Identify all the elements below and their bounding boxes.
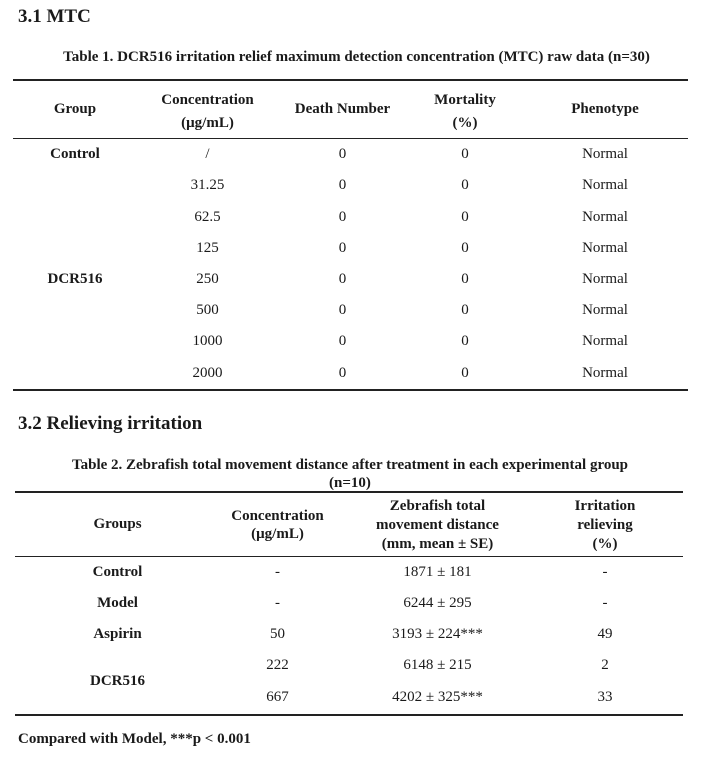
table-1-cell: 0 — [338, 271, 347, 287]
table-1-cell: 0 — [338, 209, 347, 225]
table-1-cell: 0 — [461, 146, 469, 162]
table-1-header-group: Group — [53, 101, 97, 117]
table-1-cell: 0 — [338, 177, 347, 193]
table-1-cell: 0 — [338, 365, 347, 381]
table-1-cell: 0 — [338, 302, 347, 318]
table-2-cell: 4202 ± 325*** — [392, 689, 483, 705]
table-1-cell: 250 — [196, 271, 219, 287]
table-1-cell: 62.5 — [194, 209, 221, 225]
table-2-header-concentration: Concentration (μg/mL) — [231, 508, 324, 542]
table-1-cell: Normal — [582, 146, 628, 162]
table-1-cell: 125 — [196, 240, 219, 256]
table-2-caption: Table 2. Zebrafish total movement distance after treatment in each experimental group (n=10) — [71, 457, 629, 491]
table-2-cell: - — [275, 564, 280, 580]
table-1-top-rule — [13, 79, 688, 81]
table-2-cell: 1871 ± 181 — [403, 564, 472, 580]
table-1-bottom-rule — [13, 389, 688, 391]
table-1-cell: 0 — [461, 240, 469, 256]
table-1-cell: Normal — [582, 333, 628, 349]
table-2-group-dcr516: DCR516 — [90, 673, 145, 689]
table-2-header-distance: Zebrafish total movement distance (mm, mean ± SE) — [376, 498, 499, 552]
table-2-group-model: Model — [97, 595, 138, 611]
table-2-top-rule — [15, 491, 683, 493]
table-1-cell: Normal — [582, 209, 628, 225]
table-2-cell: 6244 ± 295 — [403, 595, 472, 611]
table-2-cell: - — [275, 595, 280, 611]
table-2-cell: 667 — [266, 689, 289, 705]
table-1-cell: 500 — [196, 302, 219, 318]
table-2-cell: 49 — [597, 626, 613, 642]
table-1-header-phenotype: Phenotype — [571, 101, 639, 117]
table-1-group-dcr516: DCR516 — [47, 271, 103, 287]
table-2-header-irritation-relieving: Irritation relieving (%) — [574, 498, 636, 552]
table-1-cell: Normal — [582, 302, 628, 318]
table-1-caption: Table 1. DCR516 irritation relief maximum detection concentration (MTC) raw data (n=30) — [63, 49, 650, 65]
table-2-cell: 6148 ± 215 — [403, 657, 472, 673]
table-1-cell: 31.25 — [190, 177, 225, 193]
table-2-header-rule — [15, 556, 683, 557]
table-1-cell: 2000 — [192, 365, 223, 381]
table-1-cell: 0 — [461, 333, 469, 349]
table-1-cell: / — [205, 146, 210, 162]
table-1-header-rule — [13, 138, 688, 139]
table-1-cell: 0 — [338, 333, 347, 349]
table-2-cell: 33 — [597, 689, 613, 705]
table-2-cell: 2 — [601, 657, 609, 673]
table-1-cell: Normal — [582, 240, 628, 256]
table-1-cell: 0 — [461, 177, 469, 193]
table-1-cell: 0 — [461, 271, 469, 287]
table-1-cell: 0 — [461, 365, 469, 381]
table-1-header-death-number: Death Number — [294, 101, 391, 117]
table-2-header-groups: Groups — [93, 516, 142, 532]
table-2-cell: - — [602, 564, 608, 580]
table-1-cell: Normal — [582, 271, 628, 287]
table-1-cell: Normal — [582, 365, 628, 381]
table-1-cell: 0 — [338, 240, 347, 256]
table-1-cell: 1000 — [192, 333, 223, 349]
table-2-footnote: Compared with Model, ***p < 0.001 — [18, 731, 251, 747]
table-1-group-control: Control — [50, 146, 100, 162]
table-2-cell: 50 — [270, 626, 285, 642]
table-1-cell: 0 — [461, 209, 469, 225]
table-1-header-mortality: Mortality (%) — [434, 92, 496, 131]
table-2-cell: 3193 ± 224*** — [392, 626, 483, 642]
table-2-cell: 222 — [266, 657, 289, 673]
table-2-bottom-rule — [15, 714, 683, 716]
table-2-cell: - — [602, 595, 608, 611]
table-1-header-concentration: Concentration (μg/mL) — [161, 92, 254, 131]
section-1-heading: 3.1 MTC — [18, 6, 91, 27]
table-1-cell: 0 — [338, 146, 347, 162]
table-2-group-control: Control — [92, 564, 143, 580]
table-2-group-aspirin: Aspirin — [93, 626, 142, 642]
table-1-cell: Normal — [582, 177, 628, 193]
section-2-heading: 3.2 Relieving irritation — [18, 413, 203, 434]
table-1-cell: 0 — [461, 302, 469, 318]
